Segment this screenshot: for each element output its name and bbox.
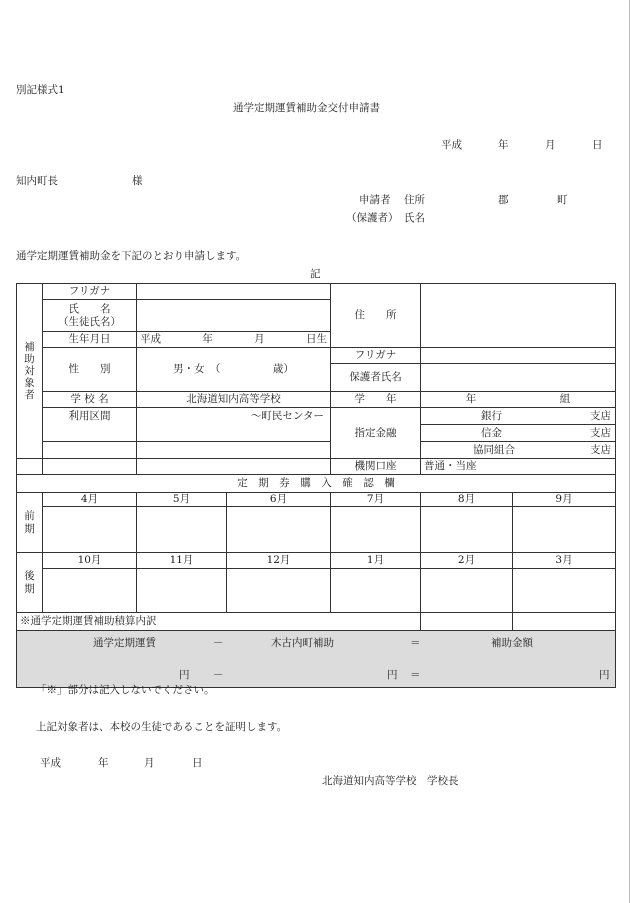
certify-text: 上記対象者は、本校の生徒であることを証明します。 [36,721,288,733]
confirm-cell-feb[interactable] [421,569,513,613]
account-label: 機関口座 [331,459,421,475]
applicant-label: 申請者 [359,194,391,206]
student-name-label: 氏 名 （生徒氏名） [43,300,137,332]
month-jan: 1月 [331,553,421,569]
calc-extra-a [421,613,513,631]
month-jun: 6月 [227,493,331,507]
furigana-label: フリガナ [43,284,137,300]
bank-label: 指定金融 [331,408,421,459]
birth-date-label: 生年月日 [43,332,137,348]
date-year: 年 [498,139,509,151]
month-aug: 8月 [421,493,513,507]
route-extra-field[interactable] [137,442,331,459]
route-extra-label [43,442,137,459]
confirm-cell-oct[interactable] [43,569,137,613]
date-day: 日 [592,139,603,151]
confirm-cell-may[interactable] [137,507,227,553]
month-apr: 4月 [43,493,137,507]
month-jul: 7月 [331,493,421,507]
month-may: 5月 [137,493,227,507]
guardian-furigana-field[interactable] [421,348,616,364]
account-field[interactable]: 普通・当座 [421,459,616,475]
month-dec: 12月 [227,553,331,569]
guardian-name-field[interactable] [421,364,616,392]
route-spacer-b [137,459,331,475]
confirm-cell-apr[interactable] [43,507,137,553]
bank-row: 銀行 支店 [421,408,615,425]
recipient-name: 知内町長 [16,175,58,187]
confirm-cell-mar[interactable] [513,569,616,613]
calc-label: ※通学定期運賃補助積算内訳 [17,613,421,631]
cert-date-day: 日 [192,757,203,769]
calc-area [17,631,616,688]
date-month: 月 [545,139,556,151]
calc-minus-2: － [213,669,224,681]
grade-label: 学 年 [331,392,421,408]
intro-text: 通学定期運賃補助金を下記のとおり申請します。 [16,250,247,262]
month-oct: 10月 [43,553,137,569]
calc-minus-1: － [213,637,224,649]
address-field[interactable] [421,284,616,348]
confirm-cell-dec[interactable] [227,569,331,613]
guardian-label: （保護者） [346,212,399,224]
calc-equals-1: ＝ [410,637,421,649]
birth-date-field[interactable]: 平成 年 月 日生 [137,332,331,348]
applicant-address-label: 住所 [404,194,425,206]
principal-signature: 北海道知内高等学校 学校長 [322,775,459,787]
calc-subsidy-yen: 円 [387,669,398,681]
note-text: 「※」部分は記入しないでください。 [36,684,215,696]
student-name-field[interactable] [137,300,331,332]
ki-label: 記 [310,268,321,280]
cert-date-year: 年 [98,757,109,769]
cooperative-field[interactable] [421,442,616,459]
applicant-gun: 郡 [498,194,509,206]
first-term-label: 前 期 [17,493,43,553]
calc-amount-yen: 円 [599,669,610,681]
calc-fare-label: 通学定期運賃 [93,637,156,649]
confirm-cell-jul[interactable] [331,507,421,553]
application-table [16,283,616,688]
confirm-header: 定 期 券 購 入 確 認 欄 [17,475,616,493]
confirm-cell-sep[interactable] [513,507,616,553]
target-person-label: 補 助 対 象 者 [17,284,43,459]
route-spacer-a [43,459,137,475]
school-label: 学 校 名 [43,392,137,408]
month-nov: 11月 [137,553,227,569]
shinkin-row: 信金 支店 [481,426,611,439]
applicant-name-label: 氏名 [404,212,425,224]
confirm-cell-nov[interactable] [137,569,227,613]
date-era: 平成 [441,139,462,151]
bank-field[interactable] [421,408,616,442]
route-field[interactable]: ～町民センター [137,408,331,442]
furigana-field[interactable] [137,284,331,300]
second-term-label: 後 期 [17,553,43,613]
address-label: 住 所 [331,284,421,348]
target-spacer [17,459,43,475]
applicant-cho: 町 [557,194,568,206]
calc-extra-b [513,613,616,631]
gender-label: 性 別 [43,348,137,392]
cert-date-month: 月 [144,757,155,769]
recipient-honorific: 様 [132,175,143,187]
confirm-cell-jan[interactable] [331,569,421,613]
guardian-name-label: 保護者氏名 [331,364,421,392]
month-sep: 9月 [513,493,616,507]
gender-field[interactable]: 男・女 （ 歳） [137,348,331,392]
form-title: 通学定期運賃補助金交付申請書 [233,102,380,114]
month-feb: 2月 [421,553,513,569]
calc-fare-yen: 円 [179,669,190,681]
school-value: 北海道知内高等学校 [137,392,331,408]
form-number-label: 別記様式1 [16,84,65,96]
calc-subsidy-label: 木古内町補助 [271,637,334,649]
calc-equals-2: ＝ [410,669,421,681]
calc-amount-label: 補助金額 [491,637,533,649]
cert-date-era: 平成 [40,757,61,769]
grade-field[interactable]: 年 組 [421,392,616,408]
cooperative-row: 協同組合 支店 [473,443,611,456]
route-label: 利用区間 [43,408,137,442]
confirm-cell-aug[interactable] [421,507,513,553]
guardian-furigana-label: フリガナ [331,348,421,364]
month-mar: 3月 [513,553,616,569]
confirm-cell-jun[interactable] [227,507,331,553]
